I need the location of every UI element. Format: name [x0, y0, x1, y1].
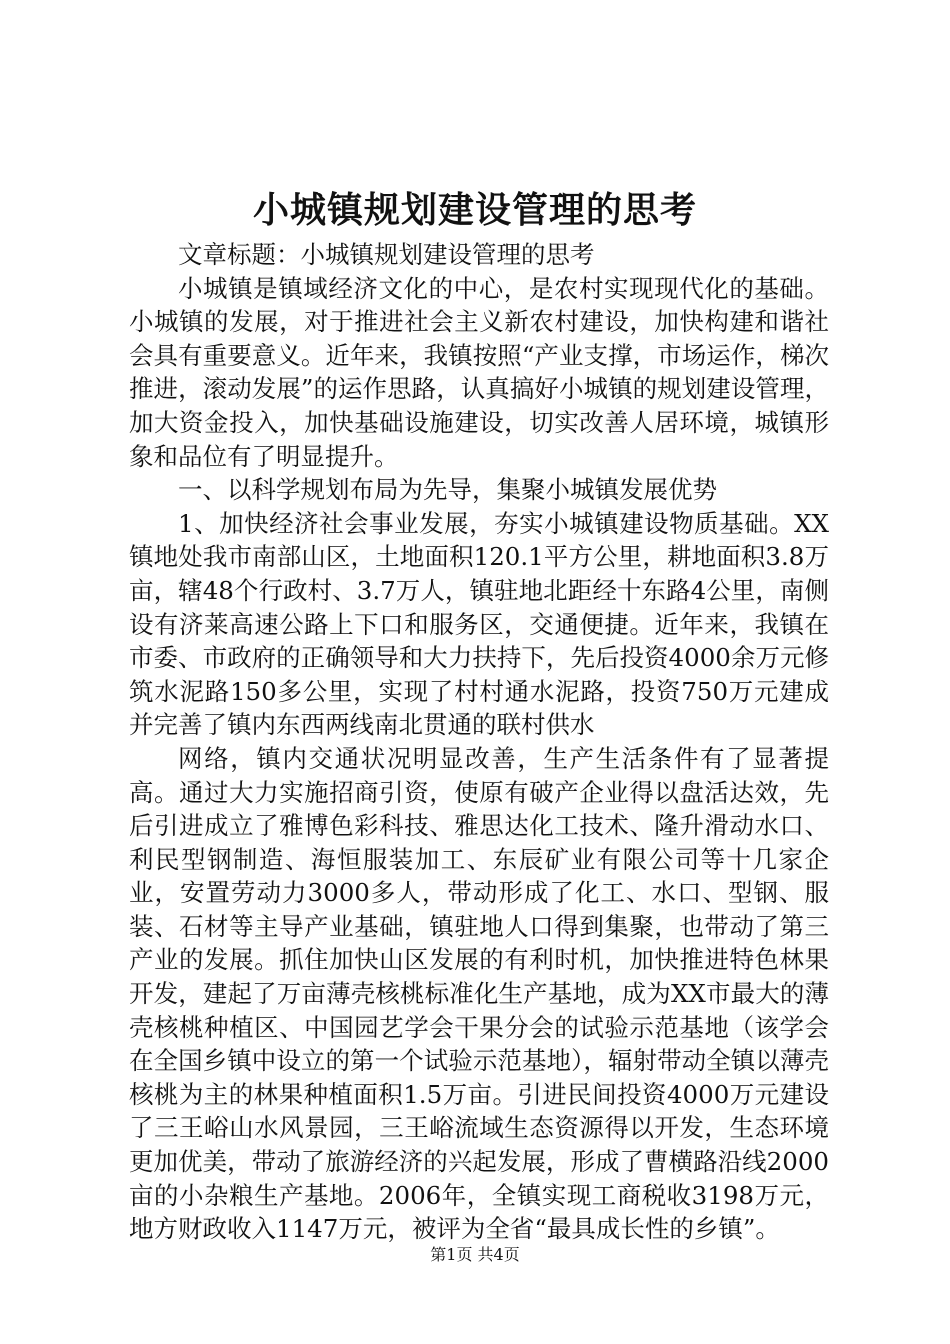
document-body [129, 238, 829, 1246]
paragraph-article-title: 文章标题：小城镇规划建设管理的思考 [178, 240, 595, 269]
paragraph-continuation: 网络，镇内交通状况明显改善，生产生活条件有了显著提高。通过大力实施招商引资，使原有破产企业得以盘活达效，先后引进成立了雅博色彩科技、雅思达化工技术、隆升滑动水口、利民型钢制造、海恒服装加工、东辰矿业有限公司等十几家企业，安置劳动力3000多人，带动形成了化工、水口、型钢、服装、石材等主导产业基础，镇驻地人口得到集聚，也带动了第三产业的发展。抓住加快山区发展的有利时机，加快推进特色林果开发，建起了万亩薄壳核桃标准化生产基地，成为XX市最大的薄壳核桃种植区、中国园艺学会干果分会的试验示范基地（该学会在全国乡镇中设立的第一个试验示范基地），辐射带动全镇以薄壳核桃为主的林果种植面积1.5万亩。引进民间投资4000万元建设了三王峪山水风景园，三王峪流域生态资源得以开发，生态环境更加优美，带动了旅游经济的兴起发展，形成了曹横路沿线2000亩的小杂粮生产基地。2006年，全镇实现工商税收3198万元，地方财政收入1147万元，被评为全省“最具成长性的乡镇”。 [129, 743, 829, 1244]
paragraph-intro: 小城镇是镇域经济文化的中心，是农村实现现代化的基础。小城镇的发展，对于推进社会主义新农村建设，加快构建和谐社会具有重要意义。近年来，我镇按照“产业支撑，市场运作，梯次推进，滚动发展”的运作思路，认真搞好小城镇的规划建设管理，加大资金投入，加快基础设施建设，切实改善人居环境，城镇形象和品位有了明显提升。 [129, 273, 829, 471]
document-title: 小城镇规划建设管理的思考 [252, 190, 697, 231]
paragraph-point-1: 1、加快经济社会事业发展，夯实小城镇建设物质基础。XX镇地处我市南部山区，土地面积120.1平方公里，耕地面积3.8万亩，辖48个行政村、3.7万人，镇驻地北距经十东路4公里，南侧设有济莱高速公路上下口和服务区，交通便捷。近年来，我镇在市委、市政府的正确领导和大力扶持下，先后投资4000余万元修筑水泥路150多公里，实现了村村通水泥路，投资750万元建成并完善了镇内东西两线南北贯通的联村供水 [129, 508, 829, 740]
section-heading: 一、以科学规划布局为先导，集聚小城镇发展优势 [178, 475, 717, 505]
page-number-footer: 第1页 共4页 [430, 1245, 520, 1264]
